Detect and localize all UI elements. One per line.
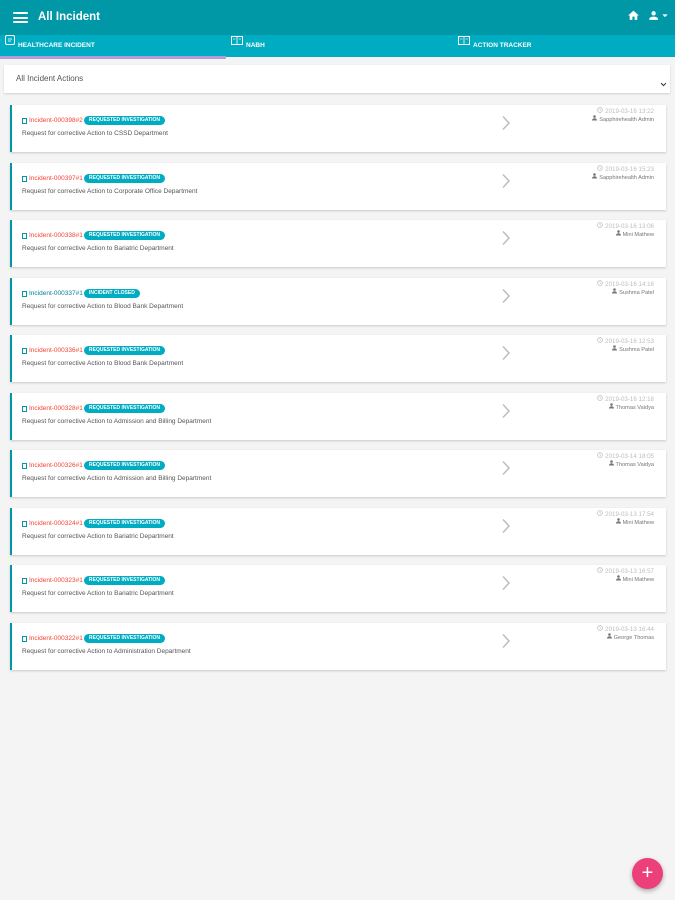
incident-card[interactable] (10, 335, 666, 382)
document-icon (22, 291, 27, 297)
user-icon (616, 230, 621, 238)
incident-timestamp (597, 453, 654, 460)
book-icon (231, 33, 243, 55)
incident-timestamp (597, 223, 654, 230)
status-badge: REQUESTED INVESTIGATION (84, 404, 165, 413)
user-name: Mini Mathew (622, 231, 654, 238)
incident-description: Request for corrective Action to Admission and Billing Department (22, 475, 212, 482)
incident-user (592, 116, 654, 123)
user-name: Thomas Vaidya (615, 404, 654, 411)
user-icon (612, 345, 617, 353)
user-icon (607, 633, 612, 641)
incident-timestamp (597, 626, 654, 633)
incident-card[interactable] (10, 163, 666, 210)
incident-id[interactable]: Incident-000398#2 (29, 117, 83, 124)
active-tab-indicator (0, 56, 226, 59)
document-icon (22, 406, 27, 412)
clock-icon (597, 165, 603, 173)
user-icon (592, 115, 597, 123)
user-name: George Thomas (613, 634, 654, 641)
incident-list (10, 105, 666, 680)
chevron-right-icon[interactable] (500, 460, 512, 476)
user-icon (612, 288, 617, 296)
tab-action-tracker[interactable] (458, 35, 532, 57)
tab-label: HEALTHCARE INCIDENT (18, 42, 95, 49)
incident-user (609, 461, 654, 468)
incident-description: Request for corrective Action to Blood Bank Department (22, 360, 184, 367)
timestamp-text: 2019-03-16 12:53 (605, 338, 654, 346)
clock-icon (597, 625, 603, 633)
timestamp-text: 2019-03-13 16:57 (605, 568, 654, 576)
incident-card[interactable] (10, 565, 666, 612)
user-name: Mini Mathew (622, 519, 654, 526)
incident-user (607, 634, 654, 641)
incident-id[interactable]: Incident-000322#1 (29, 634, 83, 642)
incident-card[interactable] (10, 508, 666, 555)
incident-id[interactable]: Incident-000397#1 (29, 174, 83, 182)
incident-description: Request for corrective Action to Admission and Billing Department (22, 417, 212, 425)
incident-card[interactable] (10, 623, 666, 670)
incident-description: Request for corrective Action to Corporate Office Department (22, 187, 198, 195)
incident-description: Request for corrective Action to Administration Department (22, 647, 191, 655)
chevron-right-icon[interactable] (500, 633, 512, 649)
user-name: Thomas Vaidya (615, 461, 654, 468)
timestamp-text: 2019-03-13 17:54 (605, 510, 654, 518)
incident-id[interactable]: Incident-000338#1 (29, 232, 83, 239)
user-icon (609, 403, 614, 411)
user-icon (592, 173, 597, 181)
timestamp-text: 2019-03-16 12:18 (605, 395, 654, 403)
incident-user (612, 289, 654, 296)
incident-card[interactable] (10, 450, 666, 497)
user-name: Mini Mathew (622, 576, 654, 583)
incident-timestamp (597, 511, 654, 518)
incident-user (592, 174, 654, 181)
incident-description: Request for corrective Action to Bariatric Department (22, 245, 174, 252)
status-badge: REQUESTED INVESTIGATION (84, 116, 165, 125)
status-badge: REQUESTED INVESTIGATION (84, 519, 165, 528)
tab-label: NABH (246, 42, 265, 49)
document-icon (22, 463, 27, 469)
document-icon (5, 33, 15, 55)
incident-user (612, 346, 654, 353)
clock-icon (597, 222, 603, 230)
clock-icon (597, 452, 603, 460)
timestamp-text: 2019-03-16 15:23 (605, 165, 654, 173)
caret-down-icon (662, 14, 667, 17)
clock-icon (597, 567, 603, 575)
chevron-right-icon[interactable] (500, 288, 512, 304)
chevron-right-icon[interactable] (500, 345, 512, 361)
incident-card[interactable] (10, 220, 666, 267)
timestamp-text: 2019-03-16 13:06 (605, 223, 654, 231)
tab-label: ACTION TRACKER (473, 42, 532, 49)
incident-card[interactable] (10, 105, 666, 152)
incident-id[interactable]: Incident-000336#1 (29, 347, 83, 354)
tab-nabh[interactable] (231, 35, 265, 57)
clock-icon (597, 395, 603, 403)
incident-id[interactable]: Incident-000326#1 (29, 462, 83, 469)
status-badge: REQUESTED INVESTIGATION (84, 174, 165, 183)
incident-timestamp (597, 166, 654, 173)
user-name: Sapphirehealth Admin (599, 174, 654, 181)
user-icon (609, 460, 614, 468)
incident-user (616, 231, 654, 238)
incident-user (616, 519, 654, 526)
status-badge: REQUESTED INVESTIGATION (84, 346, 165, 355)
timestamp-text: 2019-03-14 18:05 (605, 453, 654, 461)
chevron-right-icon[interactable] (500, 230, 512, 246)
status-badge: REQUESTED INVESTIGATION (84, 461, 165, 470)
incident-id[interactable]: Incident-000328#1 (29, 404, 83, 412)
incident-timestamp (597, 338, 654, 345)
document-icon (22, 176, 27, 182)
user-name: Sushma Patel (619, 289, 654, 296)
tab-bar (0, 35, 675, 57)
clock-icon (597, 337, 603, 345)
chevron-right-icon[interactable] (500, 518, 512, 534)
filter-selected-value: All Incident Actions (16, 74, 84, 83)
account-menu-button[interactable] (647, 9, 670, 22)
app-bar (0, 0, 675, 35)
user-icon (649, 11, 658, 20)
document-icon (22, 636, 27, 642)
chevron-right-icon[interactable] (500, 115, 512, 131)
user-icon (616, 575, 621, 583)
document-icon (22, 578, 27, 584)
user-icon (616, 518, 621, 526)
incident-filter-select[interactable] (4, 65, 670, 93)
incident-description: Request for corrective Action to CSSD Department (22, 130, 168, 137)
document-icon (22, 118, 27, 124)
user-name: Sapphirehealth Admin (599, 116, 654, 123)
status-badge: INCIDENT CLOSED (84, 289, 140, 298)
chevron-right-icon[interactable] (500, 575, 512, 591)
document-icon (22, 233, 27, 239)
incident-timestamp (597, 568, 654, 575)
document-icon (22, 348, 27, 354)
timestamp-text: 2019-03-16 14:16 (605, 280, 654, 288)
status-badge: REQUESTED INVESTIGATION (84, 634, 165, 643)
timestamp-text: 2019-03-13 16:44 (605, 625, 654, 633)
chevron-right-icon[interactable] (500, 403, 512, 419)
incident-timestamp (597, 281, 654, 288)
add-incident-button[interactable] (632, 858, 663, 889)
clock-icon (597, 510, 603, 518)
document-icon (22, 521, 27, 527)
home-icon[interactable] (627, 9, 640, 22)
incident-id[interactable]: Incident-000337#1 (29, 289, 83, 297)
incident-timestamp (597, 108, 654, 115)
chevron-right-icon[interactable] (500, 173, 512, 189)
timestamp-text: 2019-03-16 13:22 (605, 108, 654, 116)
status-badge: REQUESTED INVESTIGATION (84, 576, 165, 585)
page-title: All Incident (38, 11, 100, 23)
tab-healthcare-incident[interactable] (5, 35, 95, 57)
clock-icon (597, 107, 603, 115)
incident-card[interactable] (10, 278, 666, 325)
incident-id[interactable]: Incident-000323#1 (29, 577, 83, 584)
user-name: Sushma Patel (619, 346, 654, 353)
book-icon (458, 33, 470, 55)
incident-card[interactable] (10, 393, 666, 440)
add-icon: + (641, 862, 654, 884)
clock-icon (597, 280, 603, 288)
incident-id[interactable]: Incident-000324#1 (29, 519, 83, 527)
status-badge: REQUESTED INVESTIGATION (84, 231, 165, 240)
incident-description: Request for corrective Action to Blood Bank Department (22, 302, 184, 310)
incident-description: Request for corrective Action to Bariatric Department (22, 590, 174, 597)
incident-user (609, 404, 654, 411)
chevron-down-icon (660, 75, 667, 82)
incident-user (616, 576, 654, 583)
incident-timestamp (597, 396, 654, 403)
incident-description: Request for corrective Action to Bariatric Department (22, 532, 174, 540)
hamburger-menu-icon[interactable] (13, 12, 28, 23)
